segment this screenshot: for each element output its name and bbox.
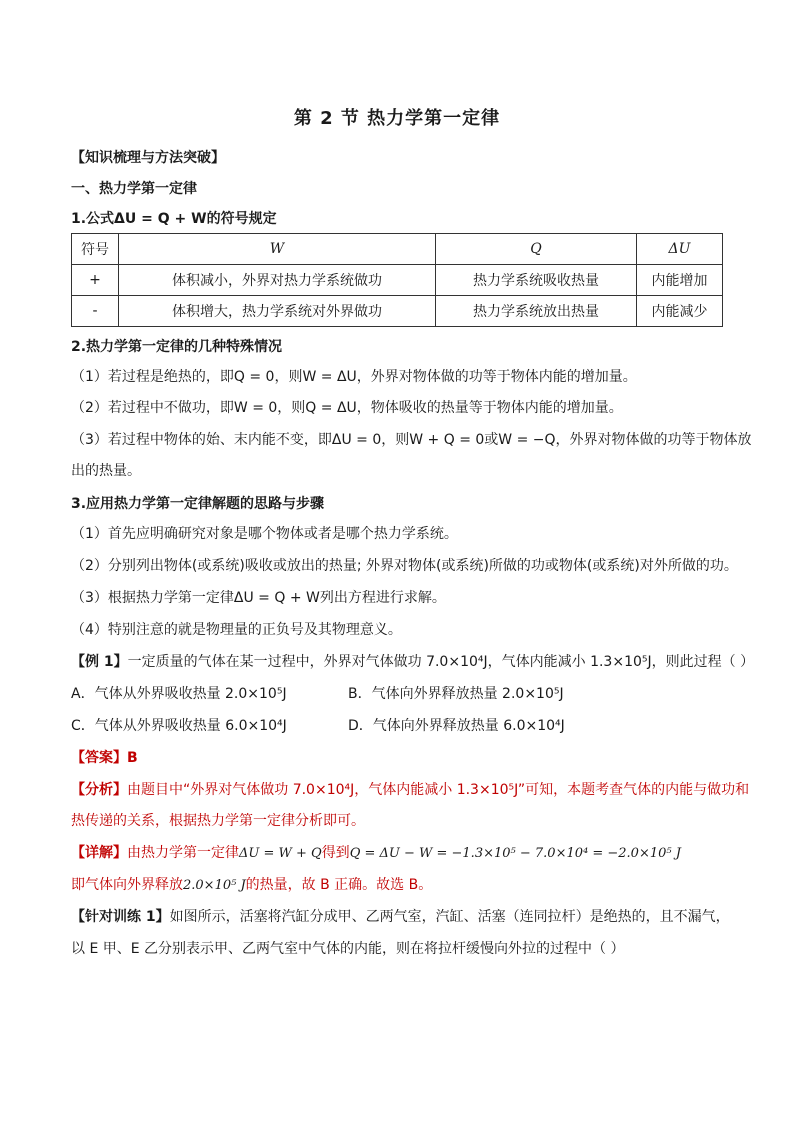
detail-value: 2.0×10⁵ J [183, 878, 246, 893]
analysis-text: 由题目中“外界对气体做功 7.0×10⁴J，气体内能减小 1.3×10⁵J”可知，本题考查气体的内能与做功和 [127, 782, 750, 798]
page-title: 第 2 节 热力学第一定律 [293, 108, 501, 129]
table-cell: 体积增大，热力学系统对外界做功 [119, 296, 436, 327]
table-cell: - [72, 296, 119, 327]
answer-label: 【答案】 [71, 750, 127, 766]
subheading-sign-convention: 1.公式ΔU = Q + W的符号规定 [71, 211, 277, 227]
step-2: （2）分别列出物体(或系统)吸收或放出的热量; 外界对物体(或系统)所做的功或物体(或系统)对外所做的功。 [71, 558, 738, 574]
analysis-label: 【分析】 [71, 782, 127, 798]
example-label: 【例 1】 [71, 654, 128, 670]
detail-text-4: 的热量，故 B 正确。故选 B。 [245, 877, 433, 893]
table-row [72, 296, 723, 327]
special-case-1: （1）若过程是绝热的，即Q = 0，则W = ΔU，外界对物体做的功等于物体内能的增加量。 [71, 369, 637, 385]
table-header-cell: 符号 [72, 234, 119, 265]
sign-convention-table [71, 233, 723, 327]
analysis-line1 [71, 780, 749, 800]
detail-line1 [71, 843, 681, 864]
example-text: 一定质量的气体在某一过程中，外界对气体做功 7.0×10⁴J，气体内能减小 1.3×10⁵J，则此过程（ ） [127, 654, 755, 670]
training-label: 【针对训练 1】 [71, 909, 170, 925]
detail-text-2: 得到 [321, 845, 350, 861]
special-case-2: （2）若过程中不做功，即W = 0，则Q = ΔU，物体吸收的热量等于物体内能的增加量。 [71, 400, 623, 416]
step-4: （4）特别注意的就是物理量的正负号及其物理意义。 [71, 622, 402, 638]
section-heading-knowledge: 【知识梳理与方法突破】 [71, 150, 225, 166]
table-cell: 热力学系统放出热量 [436, 296, 637, 327]
special-case-3-line1: （3）若过程中物体的始、末内能不变，即ΔU = 0，则W + Q = 0或W = −Q，外界对物体做的功等于物体放 [71, 432, 752, 448]
answer [71, 748, 138, 768]
table-header-cell: W [119, 234, 436, 265]
detail-text-3: 即气体向外界释放 [71, 877, 183, 893]
example-1-question [71, 652, 754, 672]
training-line1 [71, 907, 730, 927]
table-row [72, 265, 723, 296]
table-header-cell: ΔU [637, 234, 723, 265]
section-heading-special-cases: 2.热力学第一定律的几种特殊情况 [71, 339, 283, 355]
step-3: （3）根据热力学第一定律ΔU = Q + W列出方程进行求解。 [71, 590, 446, 606]
table-header-cell: Q [436, 234, 637, 265]
training-text: 如图所示，活塞将汽缸分成甲、乙两气室，汽缸、活塞（连同拉杆）是绝热的，且不漏气， [169, 909, 730, 925]
detail-label: 【详解】 [71, 845, 127, 861]
step-1: （1）首先应明确研究对象是哪个物体或者是哪个热力学系统。 [71, 526, 458, 542]
table-cell: 内能减少 [637, 296, 723, 327]
table-cell: + [72, 265, 119, 296]
option-d: D．气体向外界释放热量 6.0×10⁴J [348, 718, 565, 734]
answer-value: B [127, 750, 138, 766]
option-c: C．气体从外界吸收热量 6.0×10⁴J [71, 718, 287, 734]
analysis-line2: 热传递的关系，根据热力学第一定律分析即可。 [71, 813, 365, 829]
detail-text: 由热力学第一定律 [127, 845, 239, 861]
option-b: B．气体向外界释放热量 2.0×10⁵J [348, 686, 564, 702]
section-heading-steps: 3.应用热力学第一定律解题的思路与步骤 [71, 496, 325, 512]
detail-line2 [71, 875, 432, 896]
training-line2: 以 E 甲、E 乙分别表示甲、乙两气室中气体的内能，则在将拉杆缓慢向外拉的过程中（ ） [71, 941, 625, 957]
section-heading-first-law: 一、热力学第一定律 [71, 181, 197, 197]
table-cell: 体积减小，外界对热力学系统做功 [119, 265, 436, 296]
special-case-3-line2: 出的热量。 [71, 463, 141, 479]
detail-equation-2: Q = ΔU − W = −1.3×10⁵ − 7.0×10⁴ = −2.0×10⁵ J [349, 846, 681, 861]
option-a: A．气体从外界吸收热量 2.0×10⁵J [71, 686, 287, 702]
table-cell: 热力学系统吸收热量 [436, 265, 637, 296]
detail-equation-1: ΔU = W + Q [239, 846, 322, 861]
table-header-row [72, 234, 723, 265]
table-cell: 内能增加 [637, 265, 723, 296]
